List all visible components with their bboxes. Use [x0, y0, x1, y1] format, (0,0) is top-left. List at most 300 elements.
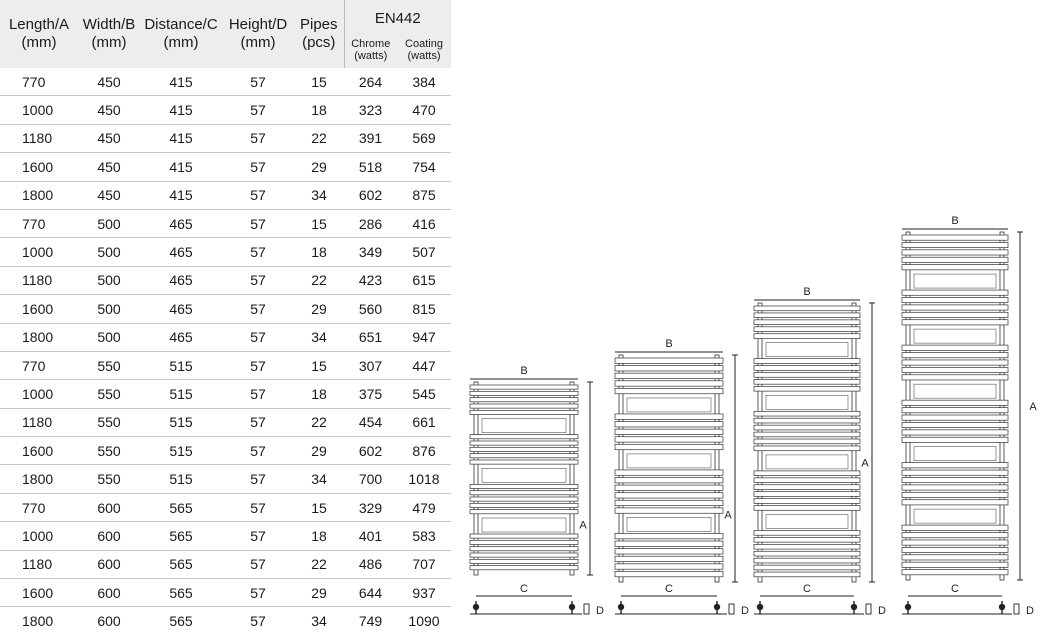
table-cell: 565 — [140, 579, 222, 607]
radiator-3-tube — [754, 411, 860, 416]
table-cell: 486 — [344, 550, 397, 578]
table-cell: 450 — [78, 124, 140, 152]
radiator-1-width-label: B — [520, 365, 528, 377]
radiator-2-gap-panel — [627, 454, 711, 468]
table-cell: 500 — [78, 323, 140, 351]
radiator-diagrams-svg — [462, 210, 1047, 632]
table-cell: 18 — [294, 238, 344, 266]
table-cell: 15 — [294, 351, 344, 379]
table-cell: 1180 — [0, 266, 78, 294]
header-height-line1: Height/D — [228, 16, 288, 33]
table-cell: 770 — [22, 73, 46, 90]
radiator-1-distance-label: C — [520, 583, 528, 595]
radiator-3-tube — [754, 478, 860, 483]
radiator-3-tube — [754, 386, 860, 391]
table-row — [0, 266, 451, 294]
radiator-4-tube — [902, 242, 1008, 247]
table-cell: 583 — [397, 522, 451, 550]
table-cell: 34 — [294, 323, 344, 351]
radiator-1-tube — [470, 547, 578, 551]
table-cell: 18 — [294, 96, 344, 124]
header-chrome-line1: Chrome — [351, 38, 391, 50]
table-cell: 29 — [294, 437, 344, 465]
radiator-2-distance-label: C — [665, 583, 673, 595]
radiator-2-tube — [615, 541, 723, 546]
radiator-2-tube — [615, 358, 723, 363]
radiator-3-tube — [754, 425, 860, 430]
radiator-3-tube — [754, 471, 860, 476]
radiator-4-tube — [902, 555, 1008, 560]
radiator-1-height-label: D — [596, 605, 604, 617]
header-coating-line2: (watts) — [407, 50, 441, 62]
table-cell: 937 — [397, 579, 451, 607]
radiator-3-tube — [754, 544, 860, 549]
table-cell: 57 — [222, 96, 294, 124]
table-row — [0, 493, 451, 521]
radiator-1-tube — [470, 454, 578, 458]
radiator-2-tube — [615, 533, 723, 538]
header-width — [78, 0, 140, 68]
radiator-3-tube — [754, 506, 860, 511]
table-cell: 57 — [222, 493, 294, 521]
table-row — [0, 238, 451, 266]
table-cell: 22 — [294, 550, 344, 578]
radiator-3-tube — [754, 530, 860, 535]
radiator-2-tube — [615, 444, 723, 449]
table-cell: 754 — [397, 153, 451, 181]
radiator-diagrams — [462, 210, 1047, 632]
table-cell: 450 — [78, 96, 140, 124]
table-row — [0, 437, 451, 465]
table-cell: 515 — [140, 351, 222, 379]
radiator-3-length-label: A — [861, 457, 869, 470]
radiator-3-tube — [754, 572, 860, 577]
table-row — [0, 153, 451, 181]
radiator-2-tube — [615, 388, 723, 393]
table-cell: 1800 — [0, 607, 78, 635]
table-row — [0, 124, 451, 152]
table-cell: 550 — [78, 408, 140, 436]
radiator-4-gap-panel — [914, 274, 996, 288]
radiator-3-gap-panel — [766, 455, 848, 469]
radiator-2-tube — [615, 571, 723, 576]
table-cell: 57 — [222, 465, 294, 493]
radiator-1-tube — [470, 540, 578, 544]
table-cell: 651 — [344, 323, 397, 351]
radiator-3-gap-panel — [766, 514, 848, 528]
radiator-3-tube — [754, 439, 860, 444]
table-cell: 569 — [397, 124, 451, 152]
spec-table-container — [0, 0, 451, 635]
radiator-4-distance-label: C — [951, 583, 959, 595]
table-cell: 415 — [140, 153, 222, 181]
radiator-1-tube — [470, 559, 578, 563]
table-cell: 770 — [0, 209, 78, 237]
header-distance-line1: Distance/C — [144, 16, 218, 33]
radiator-2-tube — [615, 422, 723, 427]
radiator-1-tube — [470, 447, 578, 451]
radiator-2-height-dim-box — [729, 604, 734, 614]
table-cell: 57 — [222, 607, 294, 635]
radiator-3-tube — [754, 499, 860, 504]
table-cell: 57 — [222, 579, 294, 607]
radiator-3-tube — [754, 306, 860, 311]
radiator-4-height-label: D — [1026, 605, 1034, 617]
table-cell: 1000 — [0, 380, 78, 408]
table-cell: 465 — [140, 266, 222, 294]
table-row — [0, 579, 451, 607]
header-pipes-line1: Pipes — [299, 16, 338, 33]
table-cell: 423 — [344, 266, 397, 294]
radiator-3-tube — [754, 313, 860, 318]
radiator-3-gap-panel — [766, 343, 848, 357]
table-cell: 29 — [294, 579, 344, 607]
header-height-line2: (mm) — [240, 34, 276, 51]
table-cell: 507 — [397, 238, 451, 266]
radiator-4-tube — [902, 345, 1008, 350]
radiator-4-gap-panel — [914, 509, 996, 523]
table-cell: 15 — [311, 73, 327, 90]
radiator-2-tube — [615, 478, 723, 483]
table-cell: 560 — [344, 295, 397, 323]
radiator-3-tube — [754, 379, 860, 384]
table-cell: 700 — [344, 465, 397, 493]
table-cell: 416 — [397, 209, 451, 237]
table-cell: 29 — [294, 295, 344, 323]
table-cell: 57 — [222, 550, 294, 578]
radiator-1-tube — [470, 391, 578, 395]
radiator-2-tube — [615, 556, 723, 561]
radiator-1-tube — [470, 385, 578, 389]
table-cell: 57 — [222, 153, 294, 181]
radiator-4-tube — [902, 430, 1008, 435]
table-cell: 384 — [412, 73, 436, 90]
table-cell: 454 — [344, 408, 397, 436]
radiator-4-tube — [902, 265, 1008, 270]
table-cell: 1018 — [397, 465, 451, 493]
radiator-4-tube — [902, 353, 1008, 358]
radiator-2-tube — [615, 414, 723, 419]
radiator-1-tube — [470, 534, 578, 538]
radiator-3-tube — [754, 334, 860, 339]
table-cell: 947 — [397, 323, 451, 351]
table-row — [0, 465, 451, 493]
radiator-1-tube — [470, 566, 578, 570]
table-cell: 1600 — [0, 437, 78, 465]
table-cell: 34 — [294, 181, 344, 209]
radiator-3-tube — [754, 432, 860, 437]
header-coating-line1: Coating — [405, 38, 443, 50]
radiator-4-tube — [902, 235, 1008, 240]
radiator-3-gap-panel — [766, 395, 848, 409]
table-cell: 57 — [222, 522, 294, 550]
radiator-1-height-dim-box — [584, 604, 589, 614]
radiator-3-distance-label: C — [803, 583, 811, 595]
table-cell: 465 — [140, 295, 222, 323]
radiator-3-tube — [754, 373, 860, 378]
table-cell: 465 — [140, 209, 222, 237]
radiator-4-tube — [902, 400, 1008, 405]
table-cell: 1600 — [0, 295, 78, 323]
radiator-2-gap-panel — [627, 398, 711, 412]
table-cell: 22 — [294, 408, 344, 436]
table-cell: 770 — [0, 351, 78, 379]
table-cell: 18 — [294, 380, 344, 408]
header-length-line1: Length/A — [8, 16, 70, 33]
table-cell: 401 — [344, 522, 397, 550]
table-cell: 1090 — [397, 607, 451, 635]
spec-table-body — [0, 68, 451, 635]
table-cell: 565 — [140, 550, 222, 578]
radiator-4-tube — [902, 312, 1008, 317]
table-row — [0, 380, 451, 408]
radiator-3-tube — [754, 537, 860, 542]
radiator-4-gap-panel — [914, 447, 996, 461]
radiator-4-tube — [902, 533, 1008, 538]
table-cell: 391 — [344, 124, 397, 152]
radiator-1-tube — [470, 484, 578, 488]
table-cell: 770 — [0, 493, 78, 521]
radiator-4-tube — [902, 525, 1008, 530]
table-cell: 602 — [344, 181, 397, 209]
radiator-3-tube — [754, 492, 860, 497]
table-cell: 307 — [344, 351, 397, 379]
table-cell: 500 — [78, 209, 140, 237]
table-cell: 1180 — [0, 408, 78, 436]
radiator-4-tube — [902, 463, 1008, 468]
radiator-4-tube — [902, 437, 1008, 442]
spec-table — [0, 0, 451, 635]
table-cell: 57 — [222, 323, 294, 351]
radiator-3-tube — [754, 485, 860, 490]
table-row — [0, 295, 451, 323]
radiator-4-tube — [902, 250, 1008, 255]
table-cell: 515 — [140, 437, 222, 465]
table-cell: 15 — [294, 209, 344, 237]
header-width-line1: Width/B — [82, 16, 136, 33]
table-cell: 450 — [97, 73, 121, 90]
radiator-1-gap-panel — [482, 518, 566, 532]
table-cell: 415 — [140, 181, 222, 209]
table-cell: 515 — [140, 465, 222, 493]
radiator-1-tube — [470, 435, 578, 439]
radiator-1-tube — [470, 497, 578, 501]
table-cell: 447 — [397, 351, 451, 379]
radiator-4-tube — [902, 375, 1008, 380]
radiator-3-tube — [754, 366, 860, 371]
table-cell: 615 — [397, 266, 451, 294]
radiator-1-tube — [470, 398, 578, 402]
table-cell: 550 — [78, 465, 140, 493]
table-cell: 749 — [344, 607, 397, 635]
radiator-4-tube — [902, 547, 1008, 552]
radiator-3-tube — [754, 558, 860, 563]
radiator-4-tube — [902, 485, 1008, 490]
table-cell: 876 — [397, 437, 451, 465]
table-row — [0, 323, 451, 351]
table-row — [0, 408, 451, 436]
table-cell: 875 — [397, 181, 451, 209]
radiator-4-tube — [902, 305, 1008, 310]
table-cell: 470 — [397, 96, 451, 124]
table-cell: 644 — [344, 579, 397, 607]
header-en442: EN442 — [344, 0, 451, 34]
table-cell: 1180 — [0, 124, 78, 152]
radiator-4-tube — [902, 297, 1008, 302]
radiator-2-tube — [615, 366, 723, 371]
radiator-1-tube — [470, 441, 578, 445]
table-cell: 415 — [169, 73, 193, 90]
table-cell: 545 — [397, 380, 451, 408]
radiator-3-tube — [754, 320, 860, 325]
header-chrome — [344, 34, 397, 68]
radiator-2-tube — [615, 429, 723, 434]
radiator-2-tube — [615, 564, 723, 569]
table-row — [0, 181, 451, 209]
radiator-4-tube — [902, 540, 1008, 545]
header-distance — [140, 0, 222, 68]
table-cell: 264 — [358, 73, 383, 90]
radiator-3-tube — [754, 327, 860, 332]
table-cell: 349 — [344, 238, 397, 266]
header-length — [0, 0, 78, 68]
radiator-1-tube — [470, 460, 578, 464]
table-cell: 57 — [222, 351, 294, 379]
radiator-2-tube — [615, 381, 723, 386]
table-cell: 57 — [222, 437, 294, 465]
table-cell: 707 — [397, 550, 451, 578]
table-cell: 15 — [294, 493, 344, 521]
table-cell: 815 — [397, 295, 451, 323]
table-row — [0, 550, 451, 578]
table-row — [0, 209, 451, 237]
table-cell: 550 — [78, 351, 140, 379]
header-chrome-line2: (watts) — [354, 50, 388, 62]
table-cell: 661 — [397, 408, 451, 436]
header-pipes — [294, 0, 344, 68]
table-cell: 415 — [140, 96, 222, 124]
table-cell: 329 — [344, 493, 397, 521]
table-cell: 57 — [250, 73, 266, 90]
radiator-4-tube — [902, 367, 1008, 372]
table-cell: 22 — [294, 124, 344, 152]
table-cell: 600 — [78, 579, 140, 607]
radiator-3-height-dim-box — [866, 604, 871, 614]
radiator-4-height-dim-box — [1014, 604, 1019, 614]
radiator-2-tube — [615, 470, 723, 475]
table-cell: 57 — [222, 209, 294, 237]
table-row — [0, 68, 451, 96]
table-cell: 34 — [294, 465, 344, 493]
table-cell: 286 — [344, 209, 397, 237]
header-length-line2: (mm) — [21, 34, 57, 51]
table-cell: 500 — [78, 295, 140, 323]
table-cell: 600 — [78, 493, 140, 521]
header-coating — [397, 34, 451, 68]
table-cell: 1000 — [0, 238, 78, 266]
radiator-2-gap-panel — [627, 517, 711, 531]
header-pipes-line2: (pcs) — [302, 34, 336, 51]
table-cell: 565 — [140, 493, 222, 521]
radiator-1-tube — [470, 553, 578, 557]
radiator-2-tube — [615, 549, 723, 554]
radiator-4-tube — [902, 290, 1008, 295]
table-cell: 515 — [140, 408, 222, 436]
radiator-1-tube — [470, 404, 578, 408]
radiator-2-height-label: D — [741, 605, 749, 617]
radiator-4-gap-panel — [914, 329, 996, 343]
radiator-2-tube — [615, 493, 723, 498]
radiator-2-tube — [615, 500, 723, 505]
radiator-3-width-label: B — [803, 286, 811, 298]
radiator-1-length-label: A — [579, 519, 587, 532]
table-cell: 323 — [344, 96, 397, 124]
radiator-1-tube — [470, 410, 578, 414]
header-distance-line2: (mm) — [163, 34, 199, 51]
radiator-4-tube — [902, 408, 1008, 413]
radiator-3-tube — [754, 359, 860, 364]
table-cell: 29 — [294, 153, 344, 181]
radiator-1-tube — [470, 491, 578, 495]
table-cell: 450 — [78, 153, 140, 181]
table-cell: 550 — [78, 380, 140, 408]
radiator-4-tube — [902, 422, 1008, 427]
table-cell: 518 — [344, 153, 397, 181]
radiator-4-tube — [902, 360, 1008, 365]
table-cell: 1180 — [0, 550, 78, 578]
radiator-4-width-label: B — [951, 215, 959, 227]
table-cell: 500 — [78, 266, 140, 294]
table-cell: 465 — [140, 238, 222, 266]
radiator-1-tube — [470, 510, 578, 514]
radiator-4-gap-panel — [914, 384, 996, 398]
table-cell: 1800 — [0, 323, 78, 351]
table-cell: 57 — [222, 124, 294, 152]
radiator-3-height-label: D — [878, 605, 886, 617]
radiator-4-length-label: A — [1029, 401, 1037, 413]
table-cell: 602 — [344, 437, 397, 465]
radiator-2-width-label: B — [665, 338, 673, 350]
radiator-1-tube — [470, 503, 578, 507]
table-cell: 1800 — [0, 181, 78, 209]
table-cell: 57 — [222, 266, 294, 294]
table-cell: 550 — [78, 437, 140, 465]
table-row — [0, 607, 451, 635]
radiator-3-tube — [754, 551, 860, 556]
table-cell: 565 — [140, 522, 222, 550]
radiator-2-tube — [615, 437, 723, 442]
table-cell: 515 — [140, 380, 222, 408]
table-cell: 500 — [78, 238, 140, 266]
table-cell: 600 — [78, 607, 140, 635]
table-cell: 1800 — [0, 465, 78, 493]
table-cell: 375 — [344, 380, 397, 408]
header-height — [222, 0, 294, 68]
table-cell: 57 — [222, 295, 294, 323]
header-width-line2: (mm) — [91, 34, 127, 51]
table-cell: 1000 — [0, 96, 78, 124]
radiator-2-tube — [615, 508, 723, 513]
table-cell: 18 — [294, 522, 344, 550]
table-cell: 57 — [222, 380, 294, 408]
radiator-3-tube — [754, 418, 860, 423]
table-cell: 1000 — [0, 522, 78, 550]
radiator-2-tube — [615, 373, 723, 378]
table-cell: 57 — [222, 181, 294, 209]
table-row — [0, 351, 451, 379]
table-cell: 479 — [397, 493, 451, 521]
radiator-4-tube — [902, 477, 1008, 482]
